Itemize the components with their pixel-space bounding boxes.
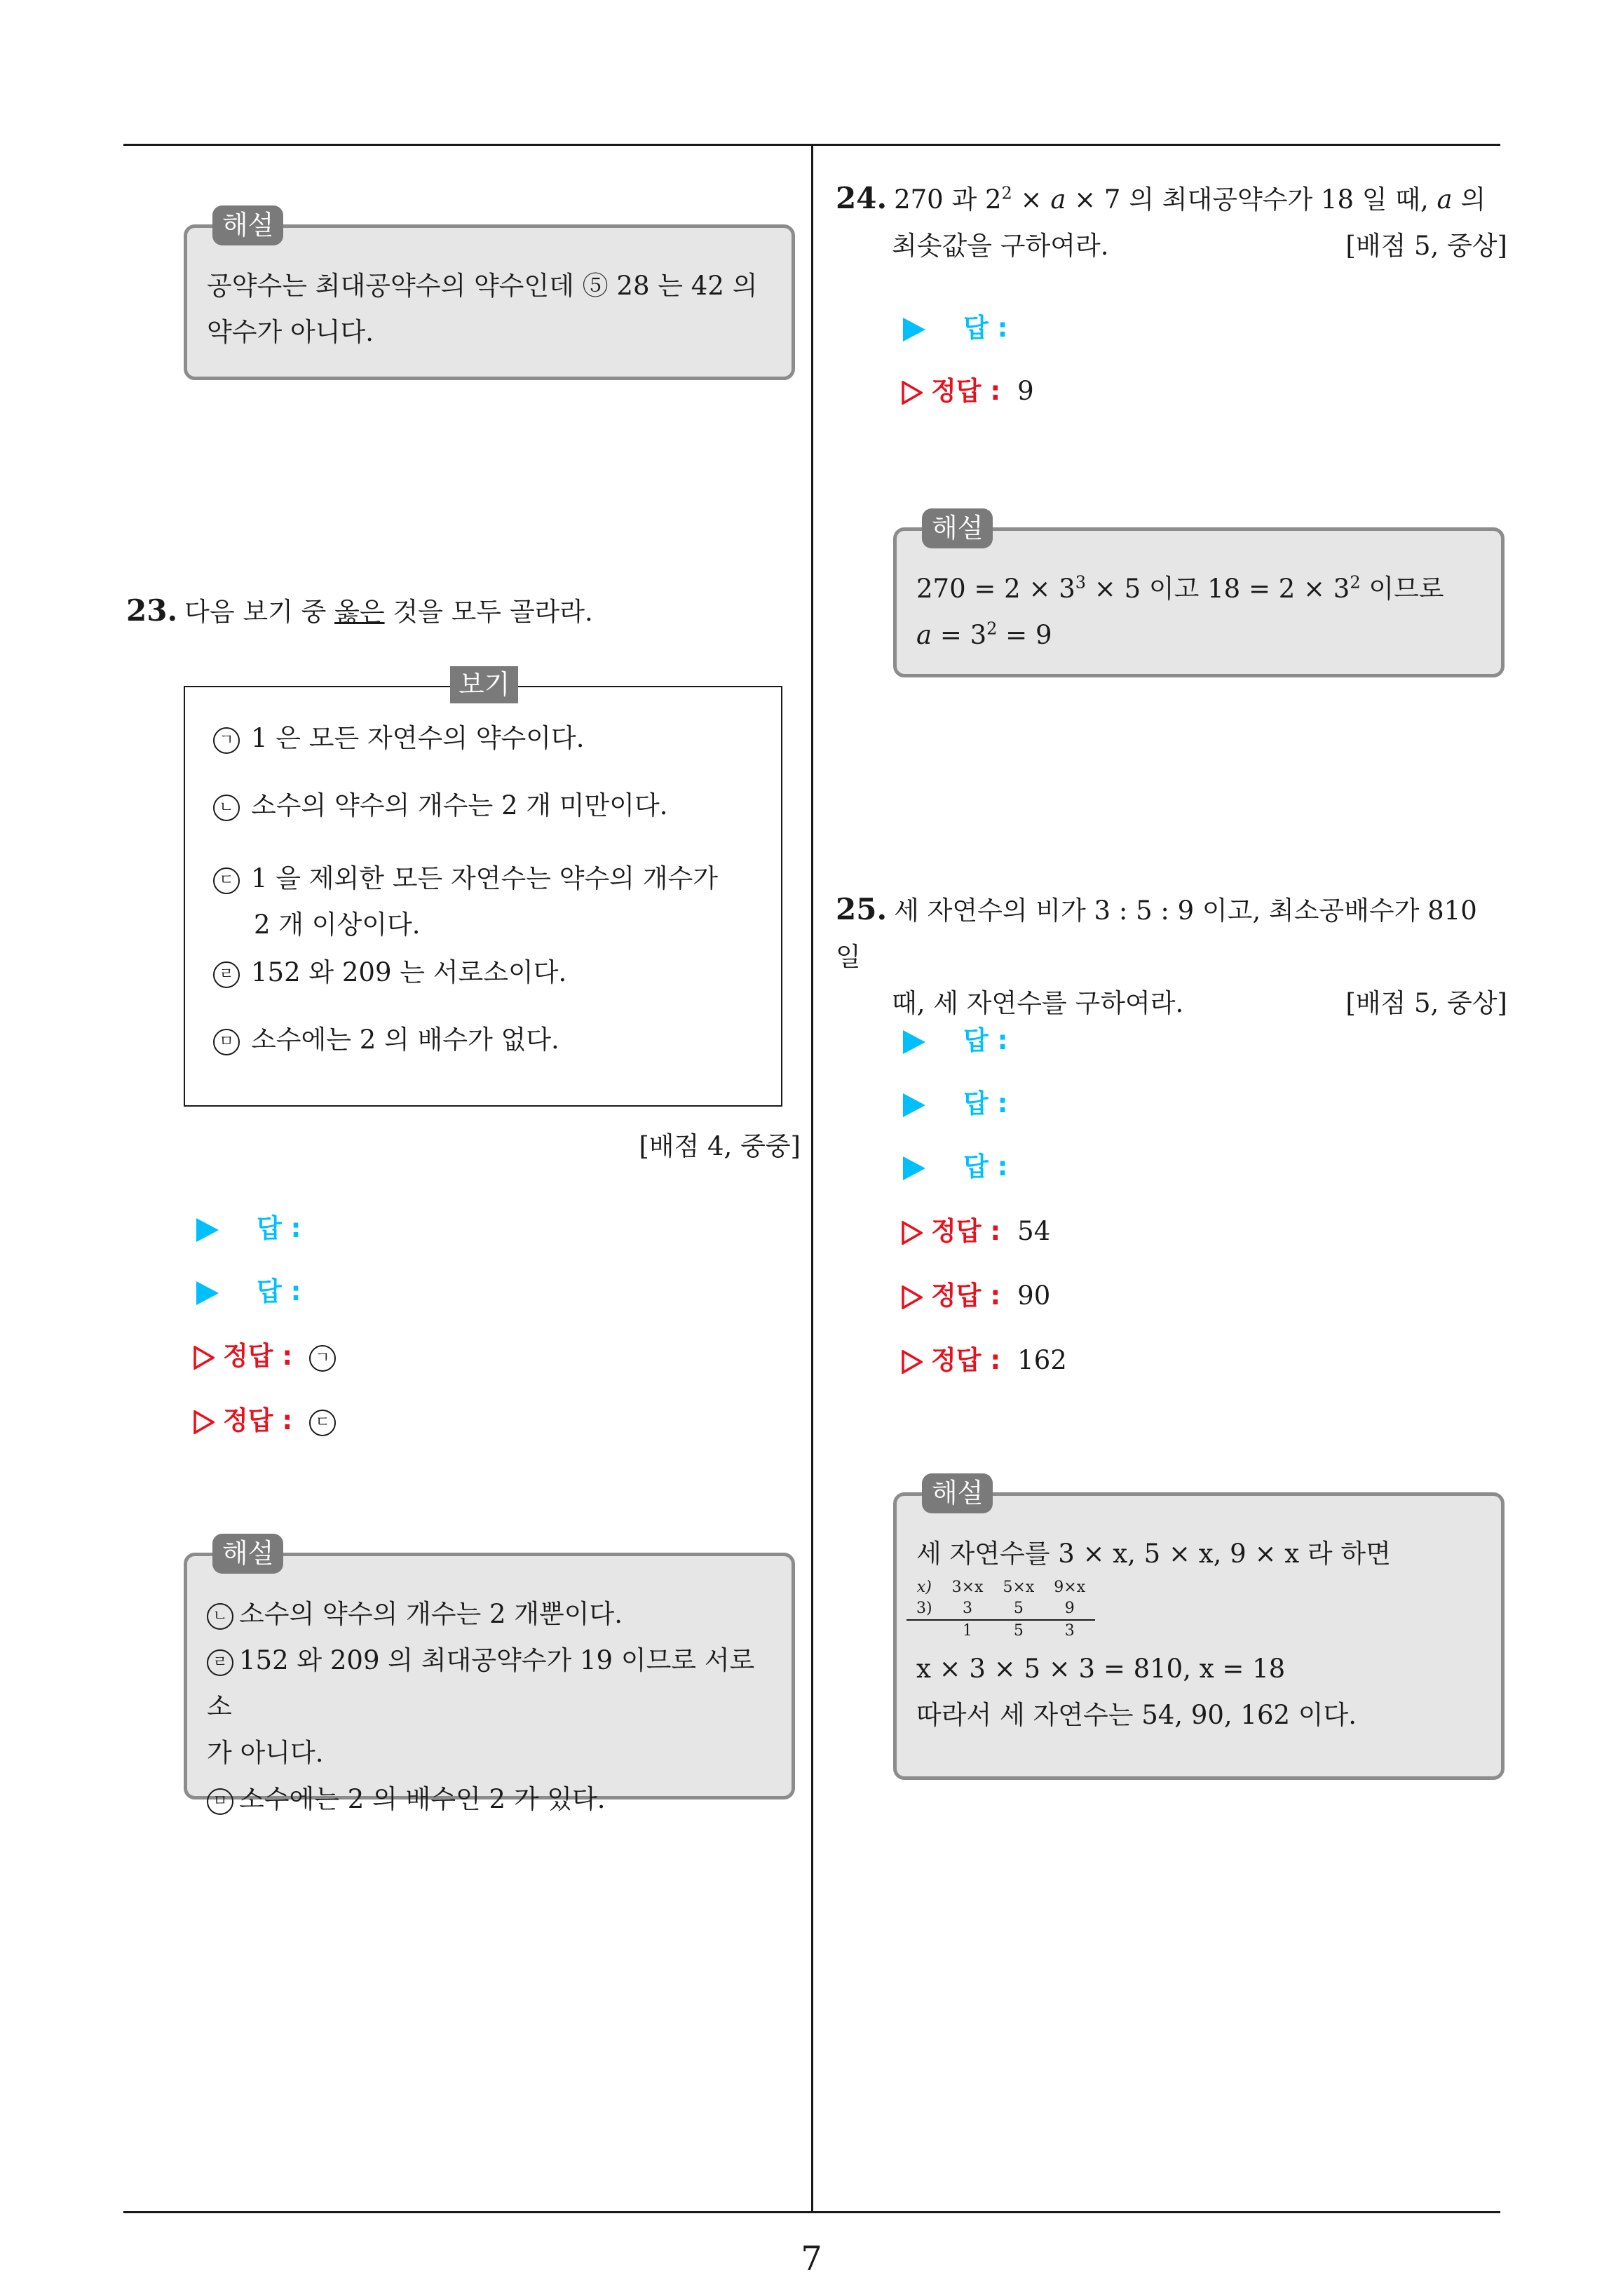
division-cell: 3) [906,1598,942,1620]
answer-label: 답 : [963,1025,1008,1055]
correct-line-q23-1 [193,1335,347,1377]
question-number: 23. [126,593,178,628]
page-number: 7 [801,2239,822,2278]
division-cell: 5×x [1003,1579,1035,1596]
play-triangle-icon [903,1156,925,1180]
explanation-text: 소수의 약수의 개수는 2 개뿐이다. [239,1599,623,1629]
explanation-line [916,612,1481,659]
question-25 [836,886,1507,1027]
bogi-box [184,669,782,1107]
division-row-3 [906,1620,1095,1642]
explanation-line [207,1637,772,1730]
question-text: 최솟값을 구하여라. [892,231,1109,261]
math-text: 이므로 [1360,574,1444,604]
answer-line-q25-3[interactable] [903,1146,1007,1188]
bogi-item-5 [213,1017,559,1063]
division-cell: 9 [1044,1598,1095,1620]
division-cell: 5 [993,1598,1044,1620]
division-cell: 3 [942,1598,993,1620]
explanation-line [207,1591,772,1637]
explanation-line: 약수가 아니다. [207,317,374,347]
bogi-item-text-cont: 2 개 이상이다. [254,910,421,940]
outline-triangle-icon [193,1346,215,1370]
question-text: × [1012,184,1051,215]
answer-label: 답 : [963,313,1008,343]
explanation-line [916,566,1481,612]
question-23 [126,588,799,635]
explanation-line: 세 자연수를 3 × x, 5 × x, 9 × x 라 하면 [916,1539,1391,1569]
circled-mark: ㅁ [207,1788,233,1815]
correct-label: 정답 : [931,1216,1001,1246]
answer-line-q23-1[interactable] [196,1208,301,1250]
bogi-item-text: 152 와 209 는 서로소이다. [251,957,567,987]
question-text: 때, 세 자연수를 구하여라. [892,988,1184,1018]
explanation-text: 소수에는 2 의 배수인 2 가 있다. [239,1784,606,1814]
division-cell [906,1620,942,1642]
outline-triangle-icon [902,381,923,405]
answer-line-q25-1[interactable] [903,1020,1007,1062]
correct-answer-value: 9 [1017,376,1034,406]
play-triangle-icon [903,1030,925,1054]
division-cell: 3 [1064,1622,1075,1640]
question-underline-text: 옳은 [334,597,385,627]
exponent: 2 [986,619,998,639]
math-var: a [1437,184,1453,215]
question-text-end: 것을 모두 골라라. [384,597,593,627]
answer-line-q25-2[interactable] [903,1083,1007,1125]
correct-answer-value: 162 [1017,1345,1067,1375]
answer-label: 답 : [963,1152,1008,1182]
division-row-1 [906,1577,1095,1598]
explanation-box-q25 [893,1478,1505,1780]
bogi-item-2 [213,783,668,829]
bogi-tag: 보기 [450,666,518,703]
exponent: 3 [1075,572,1087,593]
division-cell: 5 [1013,1622,1024,1640]
circled-mark: ㄱ [213,727,240,754]
question-number: 24. [836,181,888,215]
math-var: a [1050,184,1066,215]
circled-mark: ㅁ [213,1029,240,1055]
math-text: × 5 이고 18 = 2 × 3 [1086,574,1350,604]
question-text: × 7 의 최대공약수가 18 일 때, [1066,184,1437,215]
outline-triangle-icon [902,1221,923,1245]
correct-label: 정답 : [931,1345,1001,1375]
question-24 [836,175,1507,269]
explanation-tag: 해설 [212,205,283,245]
bogi-item-4 [213,950,566,996]
points-q25: [배점 5, 중상] [1345,988,1507,1018]
explanation-box-q24 [893,513,1505,677]
correct-line-q25-2 [902,1275,1050,1317]
correct-answer-mark: ㄱ [309,1345,336,1372]
exponent: 2 [1350,572,1361,593]
math-text: 270 = 2 × 3 [916,574,1075,604]
question-text: 세 자연수의 비가 3 : 5 : 9 이고, 최소공배수가 810 일 [836,896,1477,972]
circled-mark: ㄴ [207,1603,233,1630]
explanation-line: 공약수는 최대공약수의 약수인데 ⑤ 28 는 42 의 [207,271,758,301]
play-triangle-icon [196,1218,219,1242]
points-q24: [배점 5, 중상] [1345,231,1507,261]
correct-label: 정답 : [931,376,1001,406]
circled-mark: ㄹ [213,961,240,988]
play-triangle-icon [903,1093,925,1117]
answer-label: 답 : [963,1088,1008,1119]
division-cell: 1 [963,1622,973,1640]
play-triangle-icon [196,1281,219,1305]
division-row-2 [906,1598,1095,1620]
answer-line-q24[interactable] [903,307,1007,349]
bogi-item-text: 1 은 모든 자연수의 약수이다. [251,723,585,753]
explanation-tag: 해설 [212,1534,283,1574]
bottom-rule [123,2211,1500,2213]
bogi-item-text: 소수에는 2 의 배수가 없다. [251,1025,559,1055]
division-table [906,1577,1095,1642]
correct-line-q25-1 [902,1210,1050,1252]
circled-mark: ㄴ [213,795,240,821]
points-q23: [배점 4, 중중] [639,1131,801,1161]
correct-line-q25-3 [902,1339,1067,1382]
answer-line-q23-2[interactable] [196,1271,301,1313]
division-cell: 9×x [1054,1579,1086,1596]
division-cell: 3×x [951,1579,984,1596]
question-text: 다음 보기 중 [184,597,335,627]
explanation-line: x × 3 × 5 × 3 = 810, x = 18 [916,1654,1286,1684]
answer-label: 답 : [257,1276,301,1306]
question-text: 270 과 2 [894,184,1002,215]
outline-triangle-icon [193,1410,215,1434]
explanation-box-q23 [184,1538,795,1814]
explanation-tag: 해설 [922,1473,993,1513]
outline-triangle-icon [902,1285,923,1309]
question-number: 25. [836,892,888,926]
outline-triangle-icon [902,1350,923,1374]
correct-label: 정답 : [223,1341,293,1371]
division-cell: x) [916,1579,932,1596]
explanation-text: 152 와 209 의 최대공약수가 19 이므로 서로소 [207,1645,755,1722]
column-divider [811,144,813,2213]
bogi-item-text: 소수의 약수의 개수는 2 개 미만이다. [251,790,668,821]
explanation-box-q22 [184,210,795,380]
correct-label: 정답 : [931,1281,1001,1311]
bogi-item-1 [213,715,585,762]
circled-mark: ㄷ [213,867,240,894]
play-triangle-icon [903,318,925,342]
correct-label: 정답 : [223,1405,293,1436]
explanation-line: 따라서 세 자연수는 54, 90, 162 이다. [916,1700,1357,1730]
explanation-tag: 해설 [922,508,993,548]
answer-label: 답 : [257,1213,301,1243]
exponent: 2 [1001,183,1012,203]
bogi-item-3 [213,856,718,948]
correct-line-q23-2 [193,1400,347,1442]
explanation-line [207,1776,772,1823]
bogi-item-text: 1 을 제외한 모든 자연수는 약수의 개수가 [251,863,718,893]
math-text: = 3 [932,620,987,650]
correct-line-q24 [902,370,1034,412]
math-text: = 9 [997,620,1052,650]
explanation-line: 가 아니다. [207,1738,324,1768]
math-var: a [916,620,932,650]
correct-answer-value: 90 [1017,1281,1051,1311]
circled-mark: ㄹ [207,1649,233,1676]
correct-answer-mark: ㄷ [309,1410,336,1436]
correct-answer-value: 54 [1017,1216,1051,1246]
question-text: 의 [1452,184,1486,215]
